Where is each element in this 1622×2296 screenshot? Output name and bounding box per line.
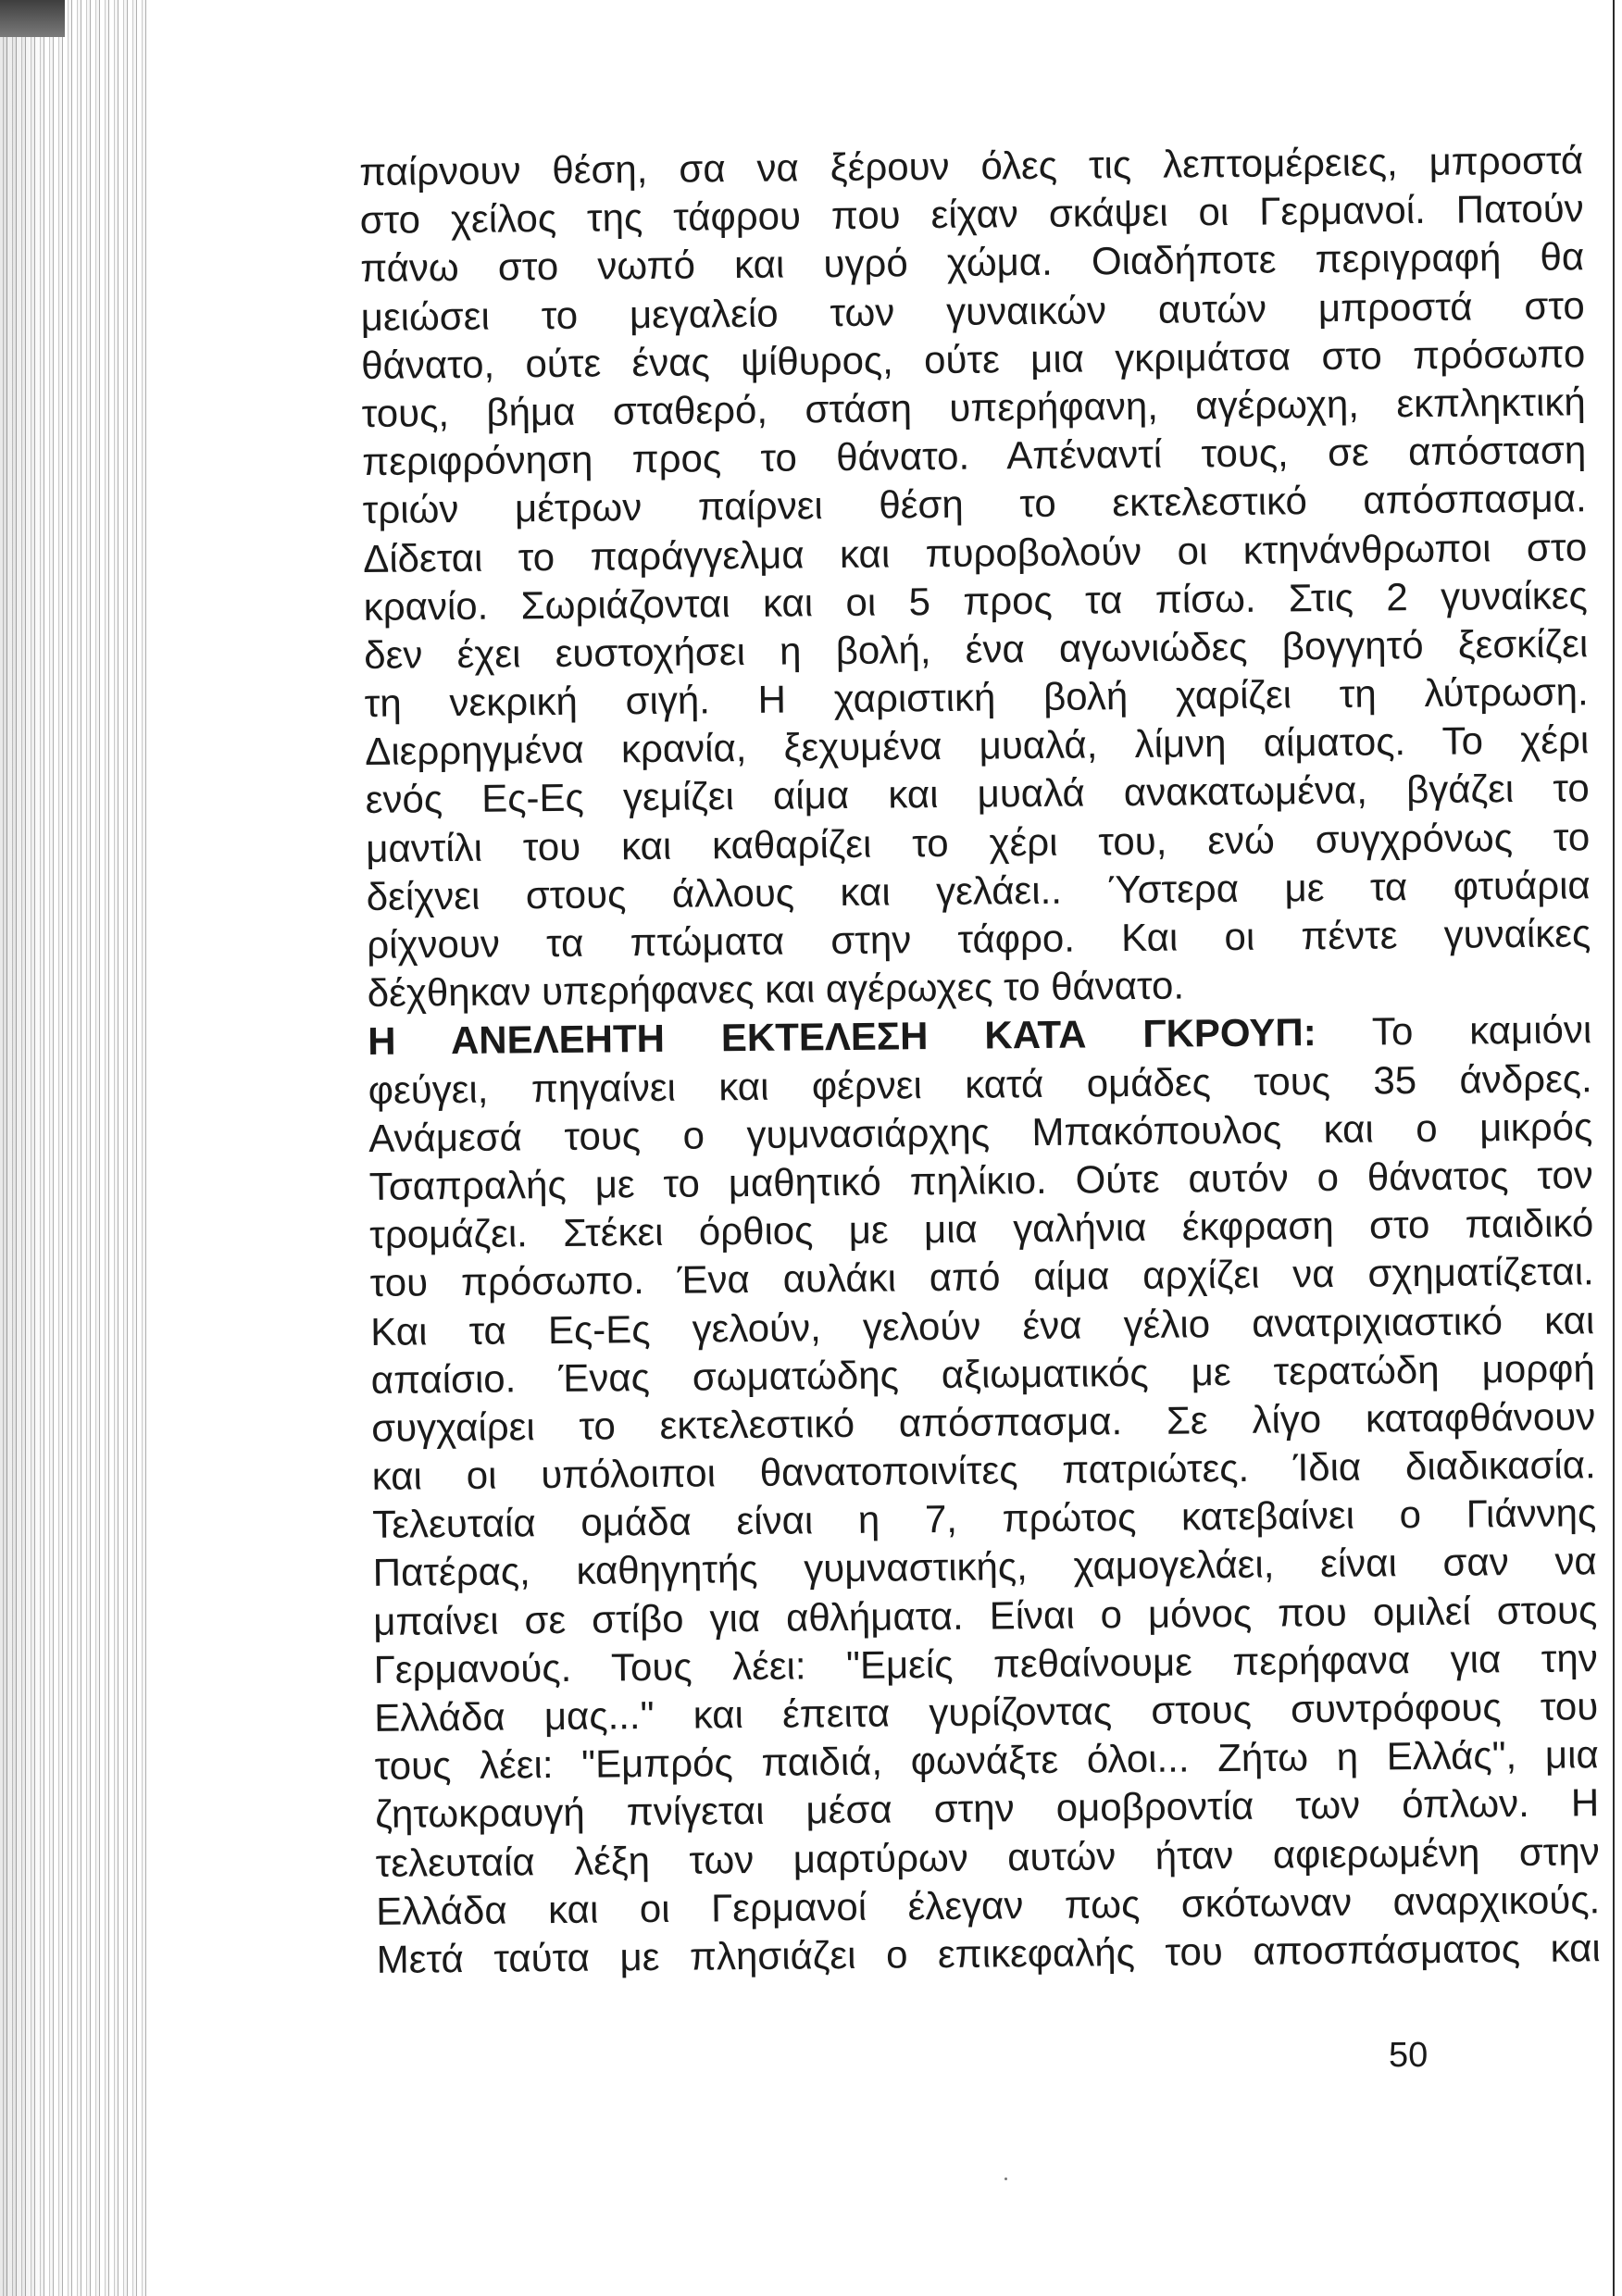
body-text — [359, 136, 1601, 1984]
paragraph-execution-women — [359, 136, 1591, 1017]
text-line: τελευταία λέξη των μαρτύρων αυτών ήταν αφιερωμένη στην — [375, 1828, 1600, 1885]
text-line: Πατέρας, καθηγητής γυμναστικής, χαμογελάει, είναι σαν να — [372, 1539, 1597, 1595]
section-heading: Η ΑΝΕΛΕΗΤΗ ΕΚΤΕΛΕΣΗ ΚΑΤΑ ΓΚΡΟΥΠ: — [368, 1010, 1316, 1064]
text-line: παίρνουν θέση, σα να ξέρουν όλες τις λεπτομέρειες, μπροστά — [359, 138, 1584, 193]
text-line: Ελλάδα και οι Γερμανοί έλεγαν πως σκότωναν αναρχικούς. — [376, 1877, 1601, 1933]
scan-speck — [1004, 2177, 1007, 2180]
text-line: πάνω στο νωπό και υγρό χώμα. Οιαδήποτε περιγραφή θα — [360, 234, 1585, 291]
text-line: στο χείλος της τάφρου που είχαν σκάψει οι Γερμανοί. Πατούν — [359, 186, 1584, 243]
text-line: Διερρηγμένα κρανία, ξεχυμένα μυαλά, λίμνη αίματος. Το χέρι — [365, 718, 1590, 774]
text-line: ζητωκραυγή πνίγεται μέσα στην ομοβροντία των όπλων. Η — [375, 1780, 1600, 1837]
heading-continuation: Το καμιόνι — [1316, 1007, 1592, 1054]
text-line: δεν έχει ευστοχήσει η βολή, ένα αγωνιώδες βογγητό ξεσκίζει — [364, 621, 1589, 677]
text-line: Δίδεται το παράγγελμα και πυροβολούν οι κτηνάνθρωποι στο — [363, 524, 1588, 580]
text-line: ενός Ες-Ες γεμίζει αίμα και μυαλά ανακατωμένα, βγάζει το — [365, 766, 1590, 822]
text-line: Και τα Ες-Ες γελούν, γελούν ένα γέλιο ανατριχιαστικό και — [370, 1297, 1595, 1354]
page-number: 50 — [1389, 2036, 1429, 2075]
text-line: κρανίο. Σωριάζονται και οι 5 προς τα πίσω. Στις 2 γυναίκες — [363, 572, 1588, 629]
text-line: θάνατο, ούτε ένας ψίθυρος, ούτε μια γκριμάτσα στο πρόσωπο — [361, 331, 1586, 387]
text-line: συγχαίρει το εκτελεστικό απόσπασμα. Σε λίγο καταφθάνουν — [371, 1394, 1596, 1450]
text-line: και οι υπόλοιποι θανατοποινίτες πατριώτες. Ίδια διαδικασία. — [371, 1442, 1596, 1498]
text-line: του πρόσωπο. Ένα αυλάκι από αίμα αρχίζει να σχηματίζεται. — [369, 1249, 1594, 1305]
text-line: περιφρόνηση προς το θάνατο. Απέναντί τους, σε απόσταση — [362, 428, 1587, 484]
text-line: τριών μέτρων παίρνει θέση το εκτελεστικό απόσπασμα. — [362, 476, 1587, 532]
text-line: δέχθηκαν υπερήφανες και αγέρωχες το θάνατο. — [367, 963, 1185, 1016]
text-line: Ανάμεσά τους ο γυμνασιάρχης Μπακόπουλος και ο μικρός — [368, 1104, 1593, 1160]
text-line: Τσαπραλής με το μαθητικό πηλίκιο. Ούτε αυτόν ο θάνατος τον — [368, 1153, 1593, 1208]
scan-corner-shadow — [0, 0, 65, 37]
text-line: μαντίλι του και καθαρίζει το χέρι του, ενώ συγχρόνως το — [366, 814, 1591, 870]
text-line: Ελλάδα μας..." και έπειτα γυρίζοντας στους συντρόφους του — [374, 1684, 1599, 1740]
text-line: δείχνει στους άλλους και γελάει.. Ύστερα με τα φτυάρια — [366, 863, 1591, 918]
scan-right-edge — [1613, 0, 1615, 2296]
text-line: τη νεκρική σιγή. Η χαριστική βολή χαρίζει τη λύτρωση. — [364, 669, 1589, 726]
book-page-edges — [0, 0, 148, 2296]
text-line: μπαίνει σε στίβο για αθλήματα. Είναι ο μόνος που ομιλεί στους — [373, 1587, 1598, 1643]
text-line: Τελευταία ομάδα είναι η 7, πρώτος κατεβαίνει ο Γιάννης — [372, 1491, 1597, 1547]
text-line: τους, βήμα σταθερό, στάση υπερήφανη, αγέρωχη, εκπληκτική — [361, 380, 1586, 435]
text-line: μειώσει το μεγαλείο των γυναικών αυτών μπροστά στο — [360, 282, 1585, 339]
text-line: Μετά ταύτα με πλησιάζει ο επικεφαλής του αποσπάσματος και — [376, 1926, 1601, 1981]
text-line: Γερμανούς. Τους λέει: "Εμείς πεθαίνουμε περήφανα για την — [373, 1636, 1598, 1691]
text-line: απαίσιο. Ένας σωματώδης αξιωματικός με τερατώδη μορφή — [370, 1345, 1595, 1402]
text-line: τους λέει: "Εμπρός παιδιά, φωνάξτε όλοι... Ζήτω η Ελλάς", μια — [374, 1732, 1599, 1789]
paragraph-execution-group — [368, 1054, 1601, 1984]
text-line: φεύγει, πηγαίνει και φέρνει κατά ομάδες τους 35 άνδρες. — [368, 1055, 1592, 1112]
text-line: ρίχνουν τα πτώματα στην τάφρο. Και οι πέντε γυναίκες — [367, 911, 1591, 967]
text-line: τρομάζει. Στέκει όρθιος με μια γαλήνια έκφραση στο παιδικό — [369, 1201, 1594, 1257]
